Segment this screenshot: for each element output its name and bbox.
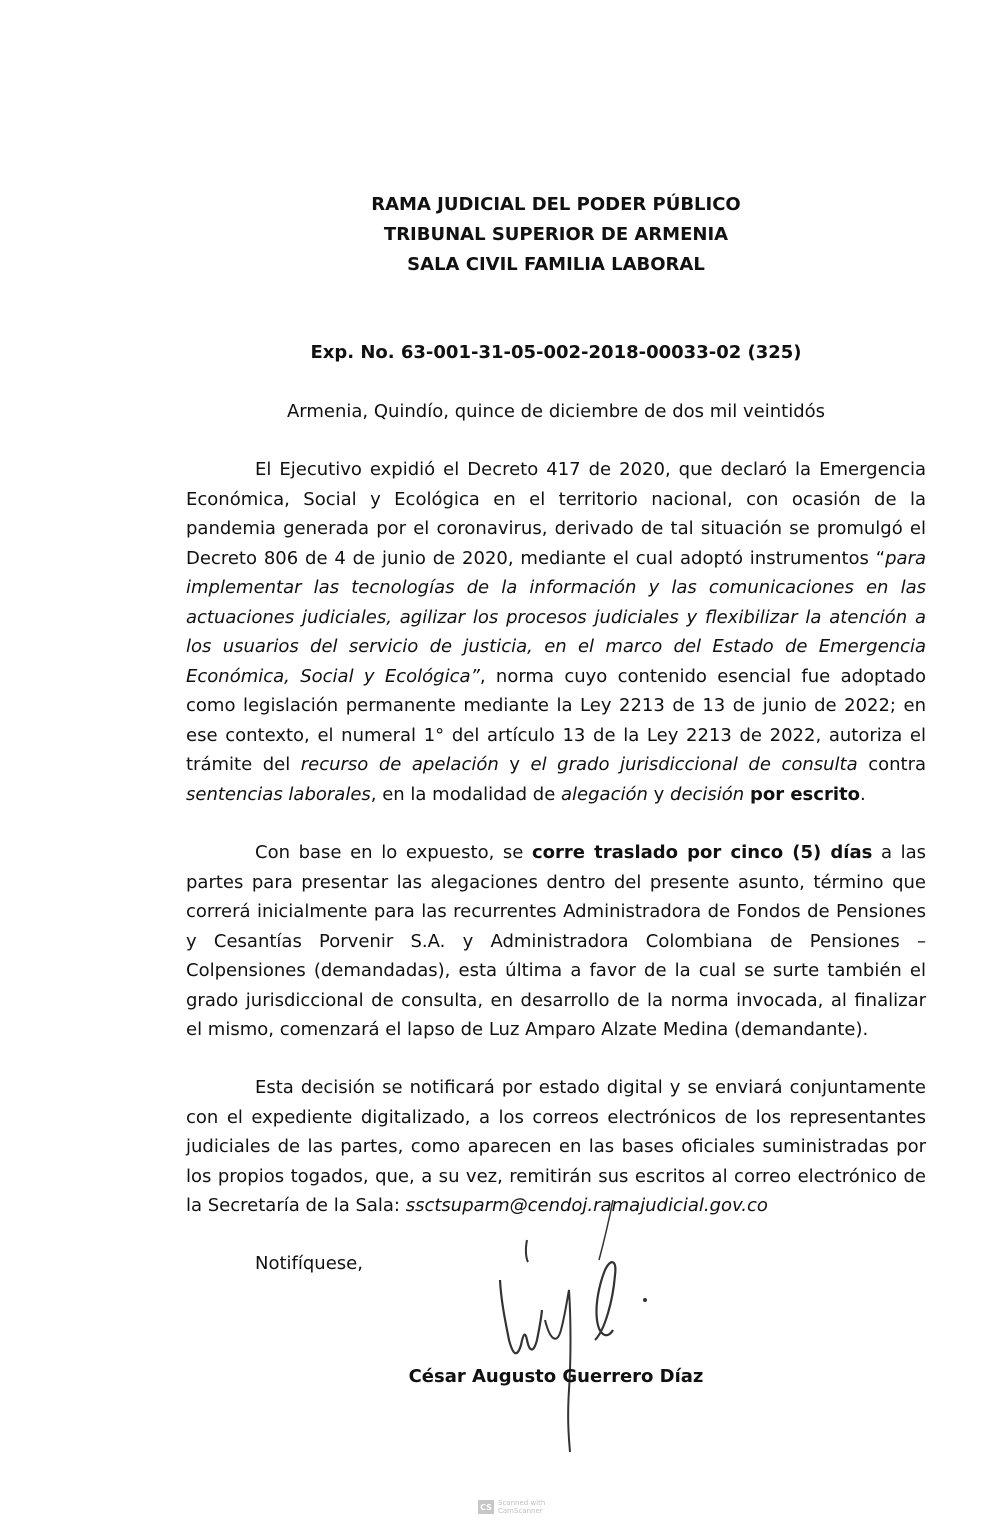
handwritten-signature — [495, 1190, 665, 1460]
p1-text-4: contra — [857, 754, 927, 775]
p1-italic-5: alegación — [561, 783, 648, 805]
p1-bold-1: por escrito — [749, 783, 860, 805]
signature-dot — [643, 1298, 647, 1302]
header-line-2: TRIBUNAL SUPERIOR DE ARMENIA — [383, 224, 729, 245]
closing-notifiquese: Notifíquese, — [255, 1253, 363, 1274]
p1-italic-6: decisión — [670, 783, 745, 805]
scanner-watermark — [478, 1495, 568, 1519]
p1-text-8: . — [859, 783, 866, 805]
signature-stroke-2 — [500, 1280, 542, 1353]
court-header — [0, 190, 1000, 280]
signer-name: César Augusto Guerrero Díaz — [408, 1366, 704, 1387]
p3-text-1: Esta decisión se notificará por estado digital y se enviará conjuntamente con el expediente digitalizado, a los correos electrónicos de los representantes judiciales de las partes, como aparecen en las bases oficiales suministradas por los propios togados, que, a su vez, remitirán sus escritos al correo electrónico de la Secretaría de la Sala: — [186, 1077, 926, 1216]
p1-text-1: El Ejecutivo expidió el Decreto 417 de 2020, que declaró la Emergencia Económica, Social y Ecológica en el territorio nacional, con ocasión de la pandemia generada por el coronavirus, derivado de tal situación se promulgó el Decreto 806 de 4 de junio de 2020, mediante el cual adoptó instrumentos “ — [186, 459, 926, 569]
header-line-1: RAMA JUDICIAL DEL PODER PÚBLICO — [371, 194, 741, 215]
p2-bold-1: corre traslado por cinco (5) días — [531, 842, 873, 863]
paragraph-traslado — [186, 838, 926, 1045]
case-number: Exp. No. 63-001-31-05-002-2018-00033-02 (325) — [310, 342, 802, 363]
p1-text-2: , norma cuyo contenido esencial fue adoptado como legislación permanente mediante la Ley 2213 de 13 de junio de 2022; en ese contexto, el numeral 1° del artículo 13 de la Ley 2213 de 2022, autoriza el trámite del — [186, 665, 927, 775]
signature-stroke-5 — [599, 1200, 613, 1260]
scanner-text — [498, 1499, 545, 1515]
p2-text-1: Con base en lo expuesto, se — [255, 842, 532, 863]
date-line: Armenia, Quindío, quince de diciembre de dos mil veintidós — [286, 401, 826, 422]
p1-italic-3: el grado jurisdiccional de consulta — [530, 754, 858, 775]
p1-text-5: , en la modalidad de — [370, 783, 562, 805]
p1-italic-4: sentencias laborales — [186, 783, 371, 805]
camscanner-logo-icon: CS — [478, 1500, 494, 1514]
scanner-line-1: Scanned with — [498, 1499, 546, 1507]
p2-text-2: a las partes para presentar las alegaciones dentro del presente asunto, término que correrá inicialmente para las recurrentes Administradora de Fondos de Pensiones y Cesantías Porvenir S.A. y Administradora Colombiana de Pensiones – Colpensiones (demandadas), esta última a favor de la cual se surte también el grado jurisdiccional de consulta, en desarrollo de la norma invocada, al finalizar el mismo, comenzará el lapso de Luz Amparo Alzate Medina (demandante). — [186, 842, 926, 1040]
p1-text-3: y — [498, 754, 531, 775]
p1-italic-2: recurso de apelación — [300, 754, 499, 775]
scanner-line-2: CamScanner — [498, 1507, 543, 1515]
header-line-3: SALA CIVIL FAMILIA LABORAL — [407, 254, 705, 275]
signature-stroke-4 — [595, 1262, 615, 1340]
p1-italic-1: para implementar las tecnologías de la información y las comunicaciones en las actuaciones judiciales, agilizar los procesos judiciales y flexibilizar la atención a los usuarios del servicio de justicia, en el marco del Estado de Emergencia Económica, Social y Ecológica” — [186, 547, 926, 687]
signature-stroke-1 — [526, 1240, 528, 1262]
secretaria-email: ssctsuparm@cendoj.ramajudicial.gov.co — [405, 1195, 768, 1216]
p1-text-6: y — [647, 783, 671, 805]
paragraph-decree — [186, 455, 926, 809]
